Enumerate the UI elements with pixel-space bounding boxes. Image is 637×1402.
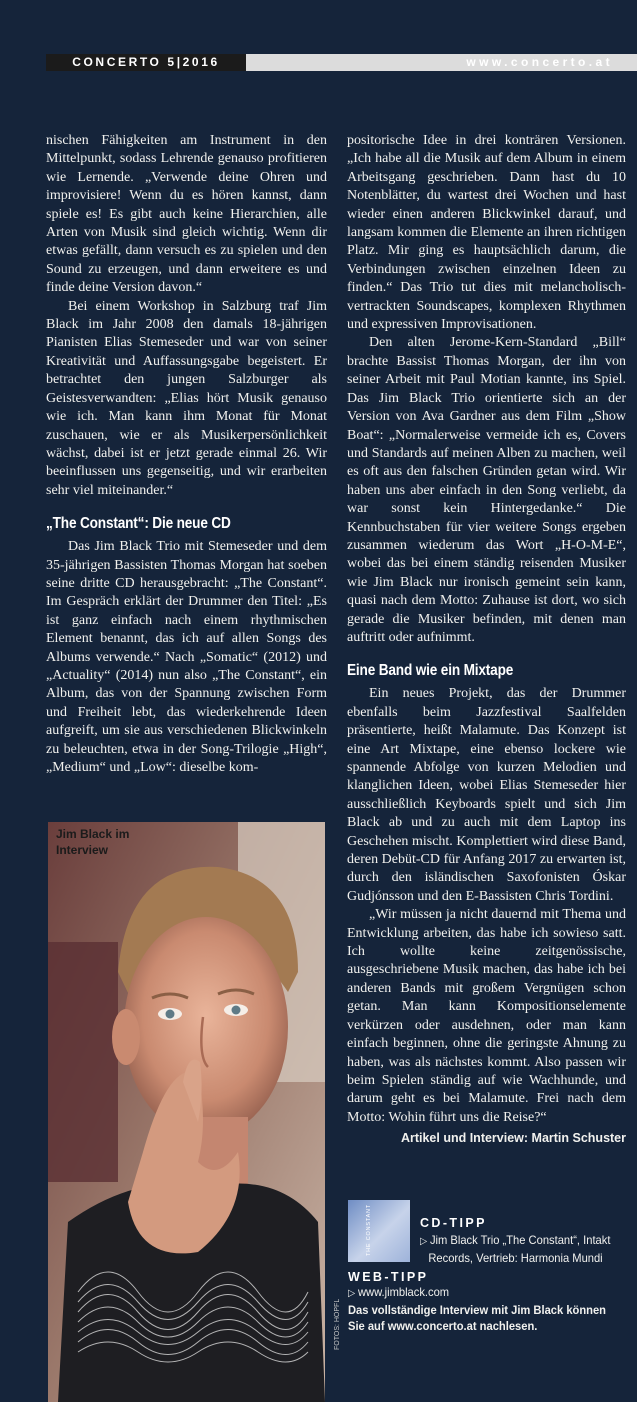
paragraph: Ein neues Projekt, das der Drummer ebenfalls beim Jazzfestival Saalfelden präsentierte, heißt Malamute. Das Konzept ist eine Art Mixtape, eine ebenso lockere wie spannende Abfolge von kurzen Melodien und klanglichen Ideen, wobei Elias Stemeseder hier ausschließlich Keyboards spielt und sich Jim Black ab und zu auch mit dem Laptop ins Geschehen mischt. Komplettiert wird diese Band, deren Debüt-CD für Anfang 2017 zu erwarten ist, durch den isländischen Saxofonisten Óskar Gudjónsson und den E-Bassisten Chris Tordini. [347, 686, 626, 904]
portrait-illustration [48, 822, 325, 1402]
cd-tipp-title: CD-TIPP [420, 1216, 487, 1230]
web-tipp-link-row [348, 1284, 608, 1302]
cd-tipp-text1: Jim Black Trio „The Constant“, Intakt [429, 1233, 611, 1247]
section-heading-mixtape: Eine Band wie ein Mixtape [347, 662, 514, 680]
web-tipp-title: WEB-TIPP [348, 1270, 429, 1284]
cd-tipp-line2: Records, Vertrieb: Harmonia Mundi [428, 1251, 603, 1265]
photo-caption: Jim Black im Interview [56, 827, 130, 857]
cd-cover-art [348, 1200, 410, 1262]
website-link[interactable]: www.concerto.at [466, 55, 613, 69]
cd-cover-title: THE CONSTANT [366, 1204, 372, 1256]
cd-cover-image [348, 1200, 410, 1262]
triangle-arrow-icon: ▷ [420, 1236, 428, 1247]
paragraph: positorische Idee in drei konträren Versionen. „Ich habe all die Musik auf dem Album in einem Arbeitsgang geschrieben. Dann hast du 10 Notenblätter, du wartest drei Wochen und hast wieder einen anderen Blickwinkel darauf, und langsam kommen die Elemente an ihren richtigen Platz. Mir ging es hauptsächlich darum, die Verbindungen zwischen einzelnen Ideen zu finden.“ Das Trio tut dies mit melancholisch-vertrackten Soundscapes, komplexen Rhythmen und expressiven Improvisationen. [347, 133, 626, 333]
right-column [347, 132, 626, 1148]
paragraph: nischen Fähigkeiten am Instrument in den Mittelpunkt, sodass Lehrende genauso profitieren wie Lernende. „Verwende deine Ohren und improvisiere! Wenn du es hören kannst, dann spiele es! Es gibt auch keine Hierarchien, alle Arten von Musik sind gleich wichtig. Wenn dir etwas gefällt, dann versuch es zu spielen und den Sound zu erzeugen, und dann erweitere es und finde deine Version davon.“ [46, 133, 327, 296]
issue-label: CONCERTO 5|2016 [46, 54, 246, 71]
left-column [46, 132, 327, 777]
photo-credit: FOTOS: HÖPFL [334, 1298, 341, 1350]
cd-tipp-line1 [420, 1232, 634, 1250]
paragraph: „Wir müssen ja nicht dauernd mit Thema und Entwicklung arbeiten, das habe ich sowieso satt. Ich wollte keine zeitgenössische, ausgeschriebene Musik machen, das habe ich bei anderen Bands mit großem Vergnügen schon getan. Man kann Kompositionselemente verkürzen oder ausdehnen, oder man kann einfach beginnen, ohne die geringste Ahnung zu haben, was als nächstes kommt. Also passen wir beim Spielen ständig auf wie Wachhunde, und darum geht es bei Malamute. Frei nach dem Motto: Wohin führt uns die Reise?“ [347, 907, 626, 1125]
paragraph: Das Jim Black Trio mit Stemeseder und dem 35-jährigen Bassisten Thomas Morgan hat soeben seine dritte CD herausgebracht: „The Constant“. Im Gespräch erklärt der Drummer den Titel: „Es ist ganz einfach nach einem rhythmischen Element benannt, das ich auf allen Songs des Albums verwende.“ Nach „Somatic“ (2012) und „Actuality“ (2014) nun also „The Constant“, ein Album, das von der Spannung zwischen Form und Freiheit lebt, das wiederkehrende Ideen aufgreift, um sie aus verschiedenen Blickwinkeln zu beleuchten, etwa in der Song-Trilogie „High“, „Medium“ und „Low“: dieselbe kom- [46, 539, 327, 775]
web-tipp-box [348, 1270, 628, 1334]
section-heading-constant: „The Constant“: Die neue CD [46, 515, 231, 533]
cd-tipp-details [420, 1232, 637, 1266]
page-header [46, 54, 637, 71]
jim-black-photo [48, 822, 325, 1402]
paragraph: Bei einem Workshop in Salzburg traf Jim Black im Jahr 2008 den damals 18-jährigen Pianisten Elias Stemeseder und war von seiner Kreativität und Auffassungsgabe begeistert. Er betrachtet den jungen Salzburger als Geistesverwandten: „Elias hört Musik genauso wie ich. Man kann ihm Monat für Monat zuschauen, wie er als Musikerpersönlichkeit wächst, dabei ist er jetzt gerade einmal 26. Wir beeinflussen uns gegenseitig, und wir erarbeiten sehr viel miteinander.“ [46, 298, 327, 498]
web-tipp-note-line2: Sie auf www.concerto.at nachlesen. [348, 1319, 538, 1333]
paragraph: Den alten Jerome-Kern-Standard „Bill“ brachte Bassist Thomas Morgan, der ihn von seiner Arbeit mit Paul Motian kannte, ins Spiel. Das Jim Black Trio orientierte sich an der Version von Ava Gardner aus dem Film „Show Boat“: „Normalerweise vermeide ich es, Covers und Standards auf meinen Alben zu machen, weil es oft aus den falschen Gründen getan wird. Wir haben uns aber einfach in den Song verliebt, da war sonst kein Hintergedanke.“ Die Kennbuchstaben für vier weitere Songs ergeben zusammen wiederum das Wort „H-O-M-E“, wobei das bei einem ständig reisenden Musiker wie Jim Black nur ironisch gemeint sein kann, quasi nach dem Motto: Zuhause ist dort, wo sich gerade die Musiker befinden, mit denen man auftritt oder aufnimmt. [347, 335, 626, 645]
triangle-arrow-icon: ▷ [348, 1288, 356, 1299]
web-tipp-note-line1: Das vollständige Interview mit Jim Black können [348, 1303, 607, 1317]
web-tipp-link[interactable]: www.jimblack.com [357, 1285, 450, 1299]
article-credit: Artikel und Interview: Martin Schuster [400, 1131, 626, 1146]
cd-tipp-box [420, 1216, 487, 1230]
